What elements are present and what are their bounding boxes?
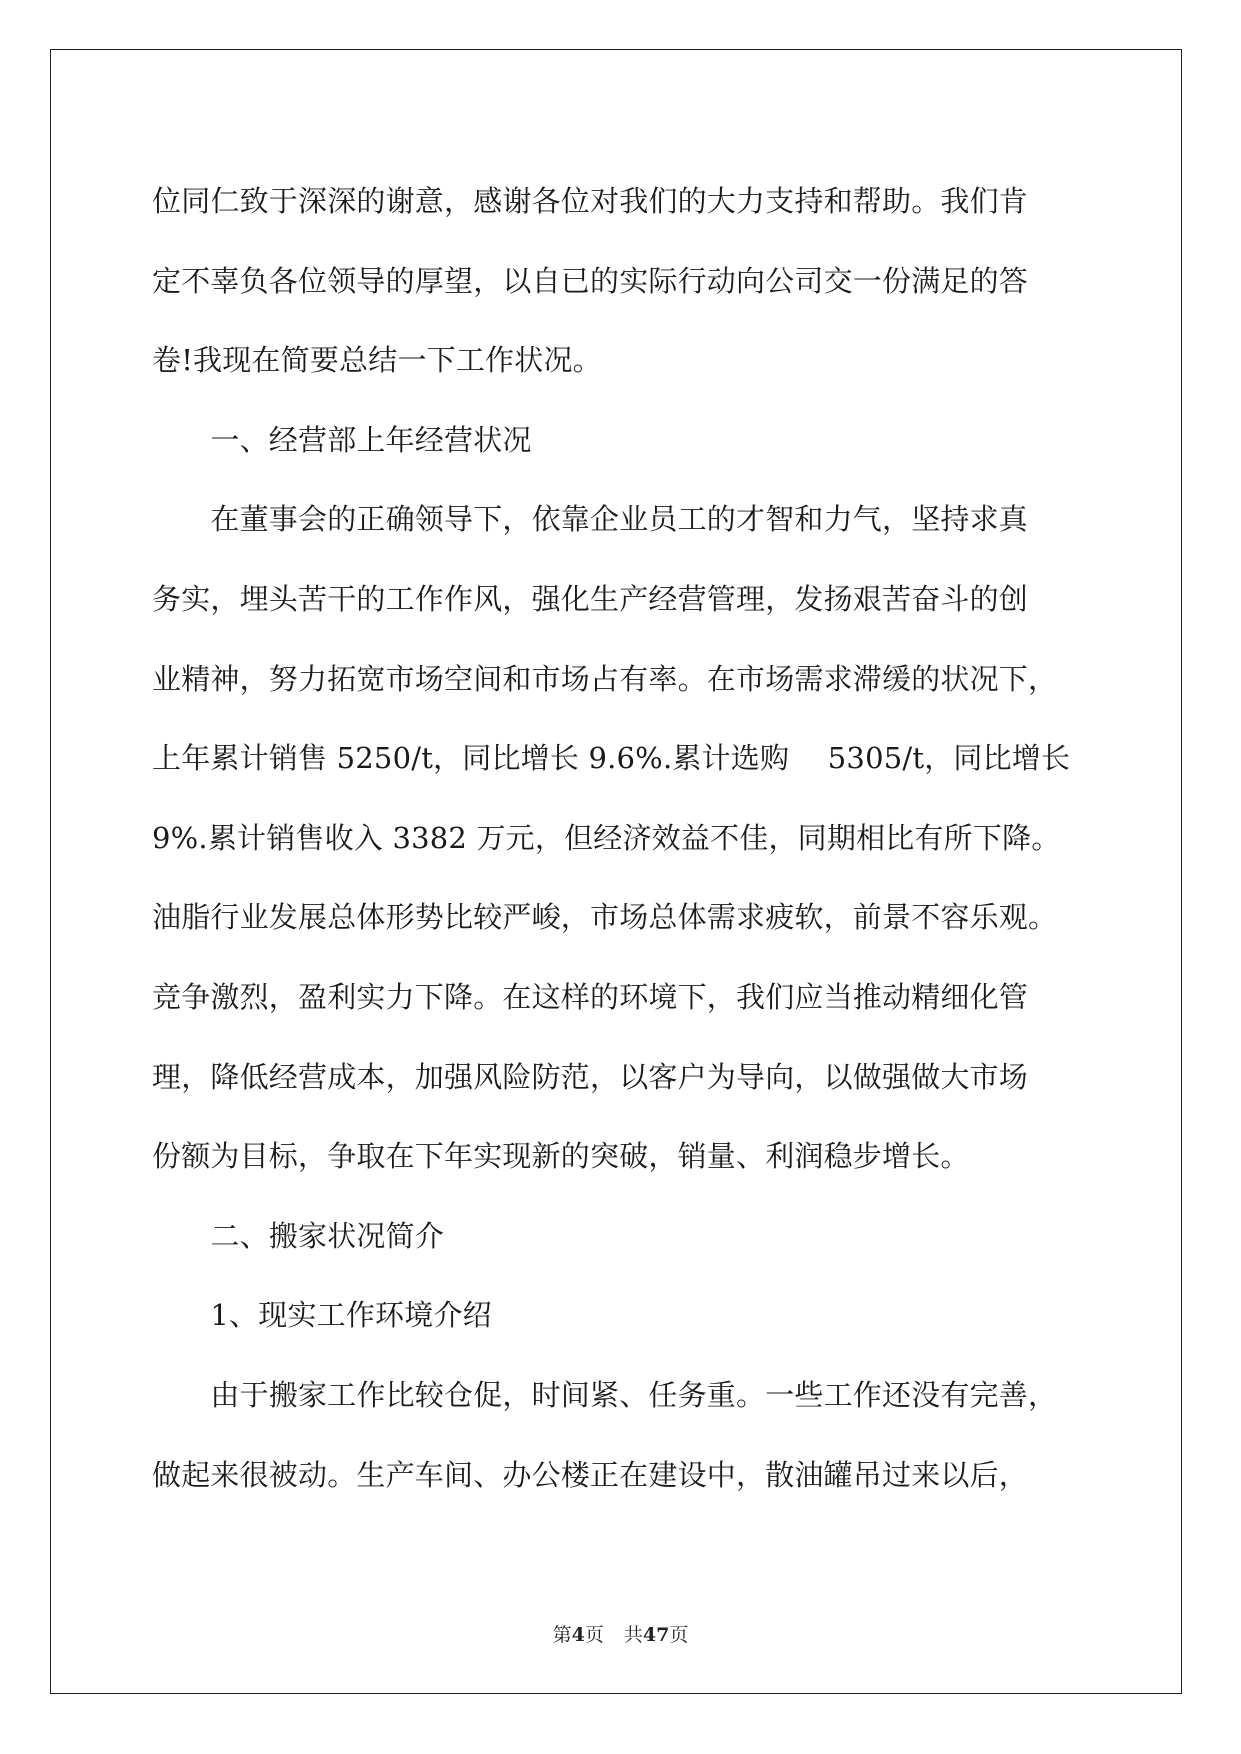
footer-total-unit: 页 [669, 1624, 689, 1646]
text-line: 份额为目标，争取在下年实现新的突破，销量、利润稳步增长。 [152, 1139, 970, 1174]
text-line: 做起来很被动。生产车间、办公楼正在建设中，散油罐吊过来以后， [152, 1457, 1029, 1492]
text-line: 位同仁致于深深的谢意，感谢各位对我们的大力支持和帮助。我们肯 [152, 184, 1029, 218]
page-number: 4 [571, 1624, 585, 1646]
text-line: 卷!我现在简要总结一下工作状况。 [152, 343, 602, 378]
text-line: 9%.累计销售收入 3382 万元，但经济效益不佳，同期相比有所下降。 [152, 820, 1061, 855]
footer-total-prefix: 共 [623, 1624, 643, 1646]
text-line: 在董事会的正确领导下，依靠企业员工的才智和力气，坚持求真 [152, 502, 1029, 537]
total-pages: 47 [642, 1624, 670, 1646]
document-body [152, 162, 1092, 1515]
text-line: 由于搬家工作比较仓促，时间紧、任务重。一些工作还没有完善， [152, 1377, 1058, 1412]
text-line: 油脂行业发展总体形势比较严峻，市场总体需求疲软，前景不容乐观。 [152, 900, 1058, 935]
footer-page-unit: 页 [584, 1624, 604, 1646]
section-heading: 一、经营部上年经营状况 [152, 422, 532, 457]
text-line: 业精神，努力拓宽市场空间和市场占有率。在市场需求滞缓的状况下， [152, 661, 1058, 696]
text-line: 竞争激烈，盈利实力下降。在这样的环境下，我们应当推动精细化管 [152, 979, 1029, 1014]
text-line: 务实，埋头苦干的工作作风，强化生产经营管理，发扬艰苦奋斗的创 [152, 581, 1029, 616]
page-footer [0, 1620, 1241, 1647]
subsection-heading: 1、现实工作环境介绍 [152, 1298, 492, 1333]
text-line: 理，降低经营成本，加强风险防范，以客户为导向，以做强做大市场 [152, 1059, 1029, 1094]
text-line: 定不辜负各位领导的厚望，以自已的实际行动向公司交一份满足的答 [152, 263, 1029, 298]
text-line: 上年累计销售 5250/t，同比增长 9.6%.累计选购 5305/t，同比增长 [152, 741, 1071, 776]
footer-prefix: 第 [552, 1624, 572, 1646]
section-heading: 二、搬家状况简介 [152, 1218, 445, 1253]
